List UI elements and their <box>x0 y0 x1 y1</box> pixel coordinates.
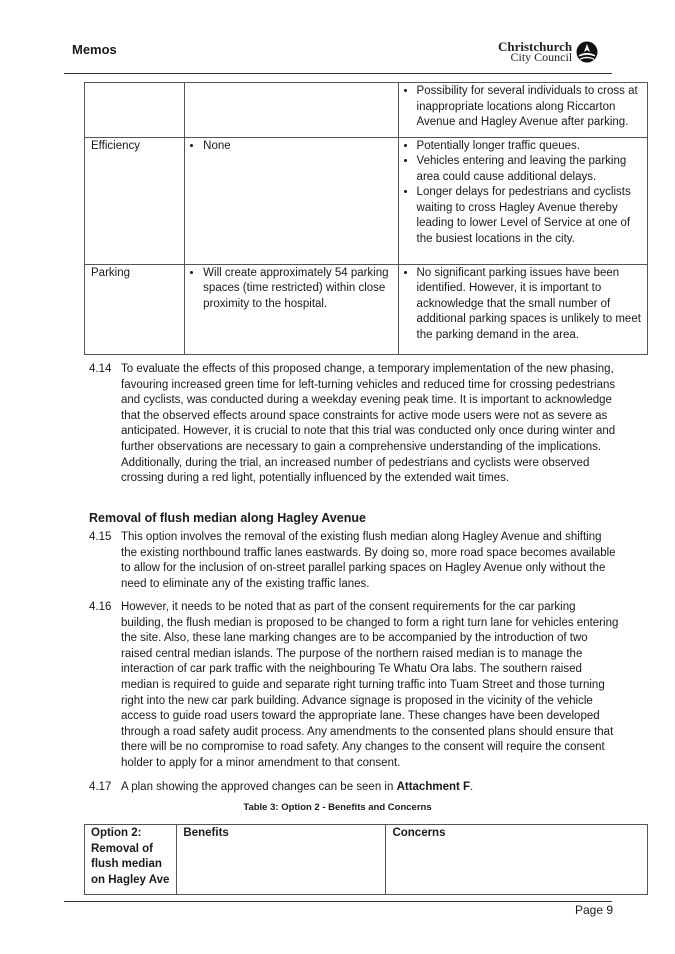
table-header-row <box>85 825 648 895</box>
paragraph-text: However, it needs to be noted that as part of the consent requirements for the car parking building, the flush median is proposed to be changed to form a right turn lane for vehicles entering the site. Also, these lane marking changes are to be accompanied by the introduction of two raised central median islands. The purpose of the northern raised median is to manage the interaction of car park traffic with the neighbouring Te Whatu Ora labs. The southern raised median is required to guide and separate right turning traffic into Tuam Street and those turning right into the new car park building. Advance signage is proposed in the vicinity of the vehicle access to guide road users toward the appropriate lane. These changes have been developed through a road safety audit process. Any amendments to the consented plans should ensure that there will be no compromise to road safety. Any changes to the consent will require the consent holder to apply for a minor amendment to that consent. <box>121 601 619 769</box>
paragraph-number: 4.14 <box>89 363 112 375</box>
paragraph-text: To evaluate the effects of this proposed change, a temporary implementation of the new phasing, favouring increased green time for left-turning vehicles and reduced time for crossing pedestrians and cyclists, was conducted during a weekday evening peak time. It is important to acknowledge that the observed effects around space constraints for active mode users were not as severe as anticipated. However, it is crucial to note that this trial was conducted only once during winter and further observations are necessary to gain a comprehensive understanding of the implications. Additionally, during the trial, an increased number of pedestrians and cyclists were observed crossing during a red light, potentially influenced by the extended wait times. <box>121 363 616 485</box>
header-title: Memos <box>72 42 117 57</box>
section-heading: Removal of flush median along Hagley Avenue <box>89 511 366 525</box>
list-item: • Possibility for several individuals to cross at inappropriate locations along Riccarton Avenue and Hagley Avenue after parking. <box>417 84 641 131</box>
council-logo <box>498 41 598 63</box>
header-rule <box>64 73 612 74</box>
table-row <box>85 137 648 264</box>
list-item: • Longer delays for pedestrians and cyclists waiting to cross Hagley Avenue thereby leading to lower Level of Service at one of the busiest locations in the city. <box>417 185 641 247</box>
benefits-header: Benefits <box>177 825 386 895</box>
paragraph-4-14 <box>89 362 619 487</box>
row-label <box>85 83 185 138</box>
list-item: • Vehicles entering and leaving the parking area could cause additional delays. <box>417 154 641 185</box>
benefits-cell <box>185 264 398 354</box>
paragraph-4-17 <box>89 780 619 796</box>
paragraph-number: 4.17 <box>89 781 112 793</box>
list-item: • Will create approximately 54 parking spaces (time restricted) within close proximity to the hospital. <box>203 266 391 313</box>
paragraph-4-16 <box>89 600 619 772</box>
cathedral-logo-icon <box>576 41 598 63</box>
paragraph-number: 4.16 <box>89 601 112 613</box>
paragraph-text: A plan showing the approved changes can be seen in <box>121 781 397 793</box>
benefits-cell <box>185 83 398 138</box>
page-number: Page 9 <box>575 903 614 917</box>
option-header: Option 2: Removal of flush median on Hagley Ave <box>85 825 177 895</box>
option2-table <box>84 824 648 895</box>
benefits-cell <box>185 137 398 264</box>
paragraph-text-end: . <box>470 781 474 793</box>
options-table <box>84 82 648 355</box>
table-row <box>85 264 648 354</box>
list-item: • None <box>203 139 391 155</box>
concerns-header: Concerns <box>386 825 648 895</box>
logo-line2: City Council <box>510 50 573 64</box>
concerns-cell <box>398 137 647 264</box>
list-item: • Potentially longer traffic queues. <box>417 139 641 155</box>
row-label: Parking <box>85 264 185 354</box>
paragraph-4-15 <box>89 530 619 592</box>
concerns-cell <box>398 83 647 138</box>
table-row <box>85 83 648 138</box>
attachment-reference: Attachment F <box>396 781 471 793</box>
paragraph-number: 4.15 <box>89 531 112 543</box>
logo-line1: Christchurch <box>498 39 573 54</box>
list-item: • No significant parking issues have been identified. However, it is important to acknowledge that the small number of additional parking spaces is unlikely to meet the parking demand in the area. <box>417 266 641 344</box>
paragraph-text: This option involves the removal of the existing flush median along Hagley Avenue and shifting the existing northbound traffic lanes eastwards. By doing so, more road space becomes available to allow for the inclusion of on-street parallel parking spaces on Hagley Avenue only without the need to eliminate any of the existing traffic lanes. <box>121 531 616 590</box>
footer-rule <box>64 901 612 902</box>
row-label: Efficiency <box>85 137 185 264</box>
concerns-cell <box>398 264 647 354</box>
table-caption: Table 3: Option 2 - Benefits and Concerns <box>243 802 432 813</box>
